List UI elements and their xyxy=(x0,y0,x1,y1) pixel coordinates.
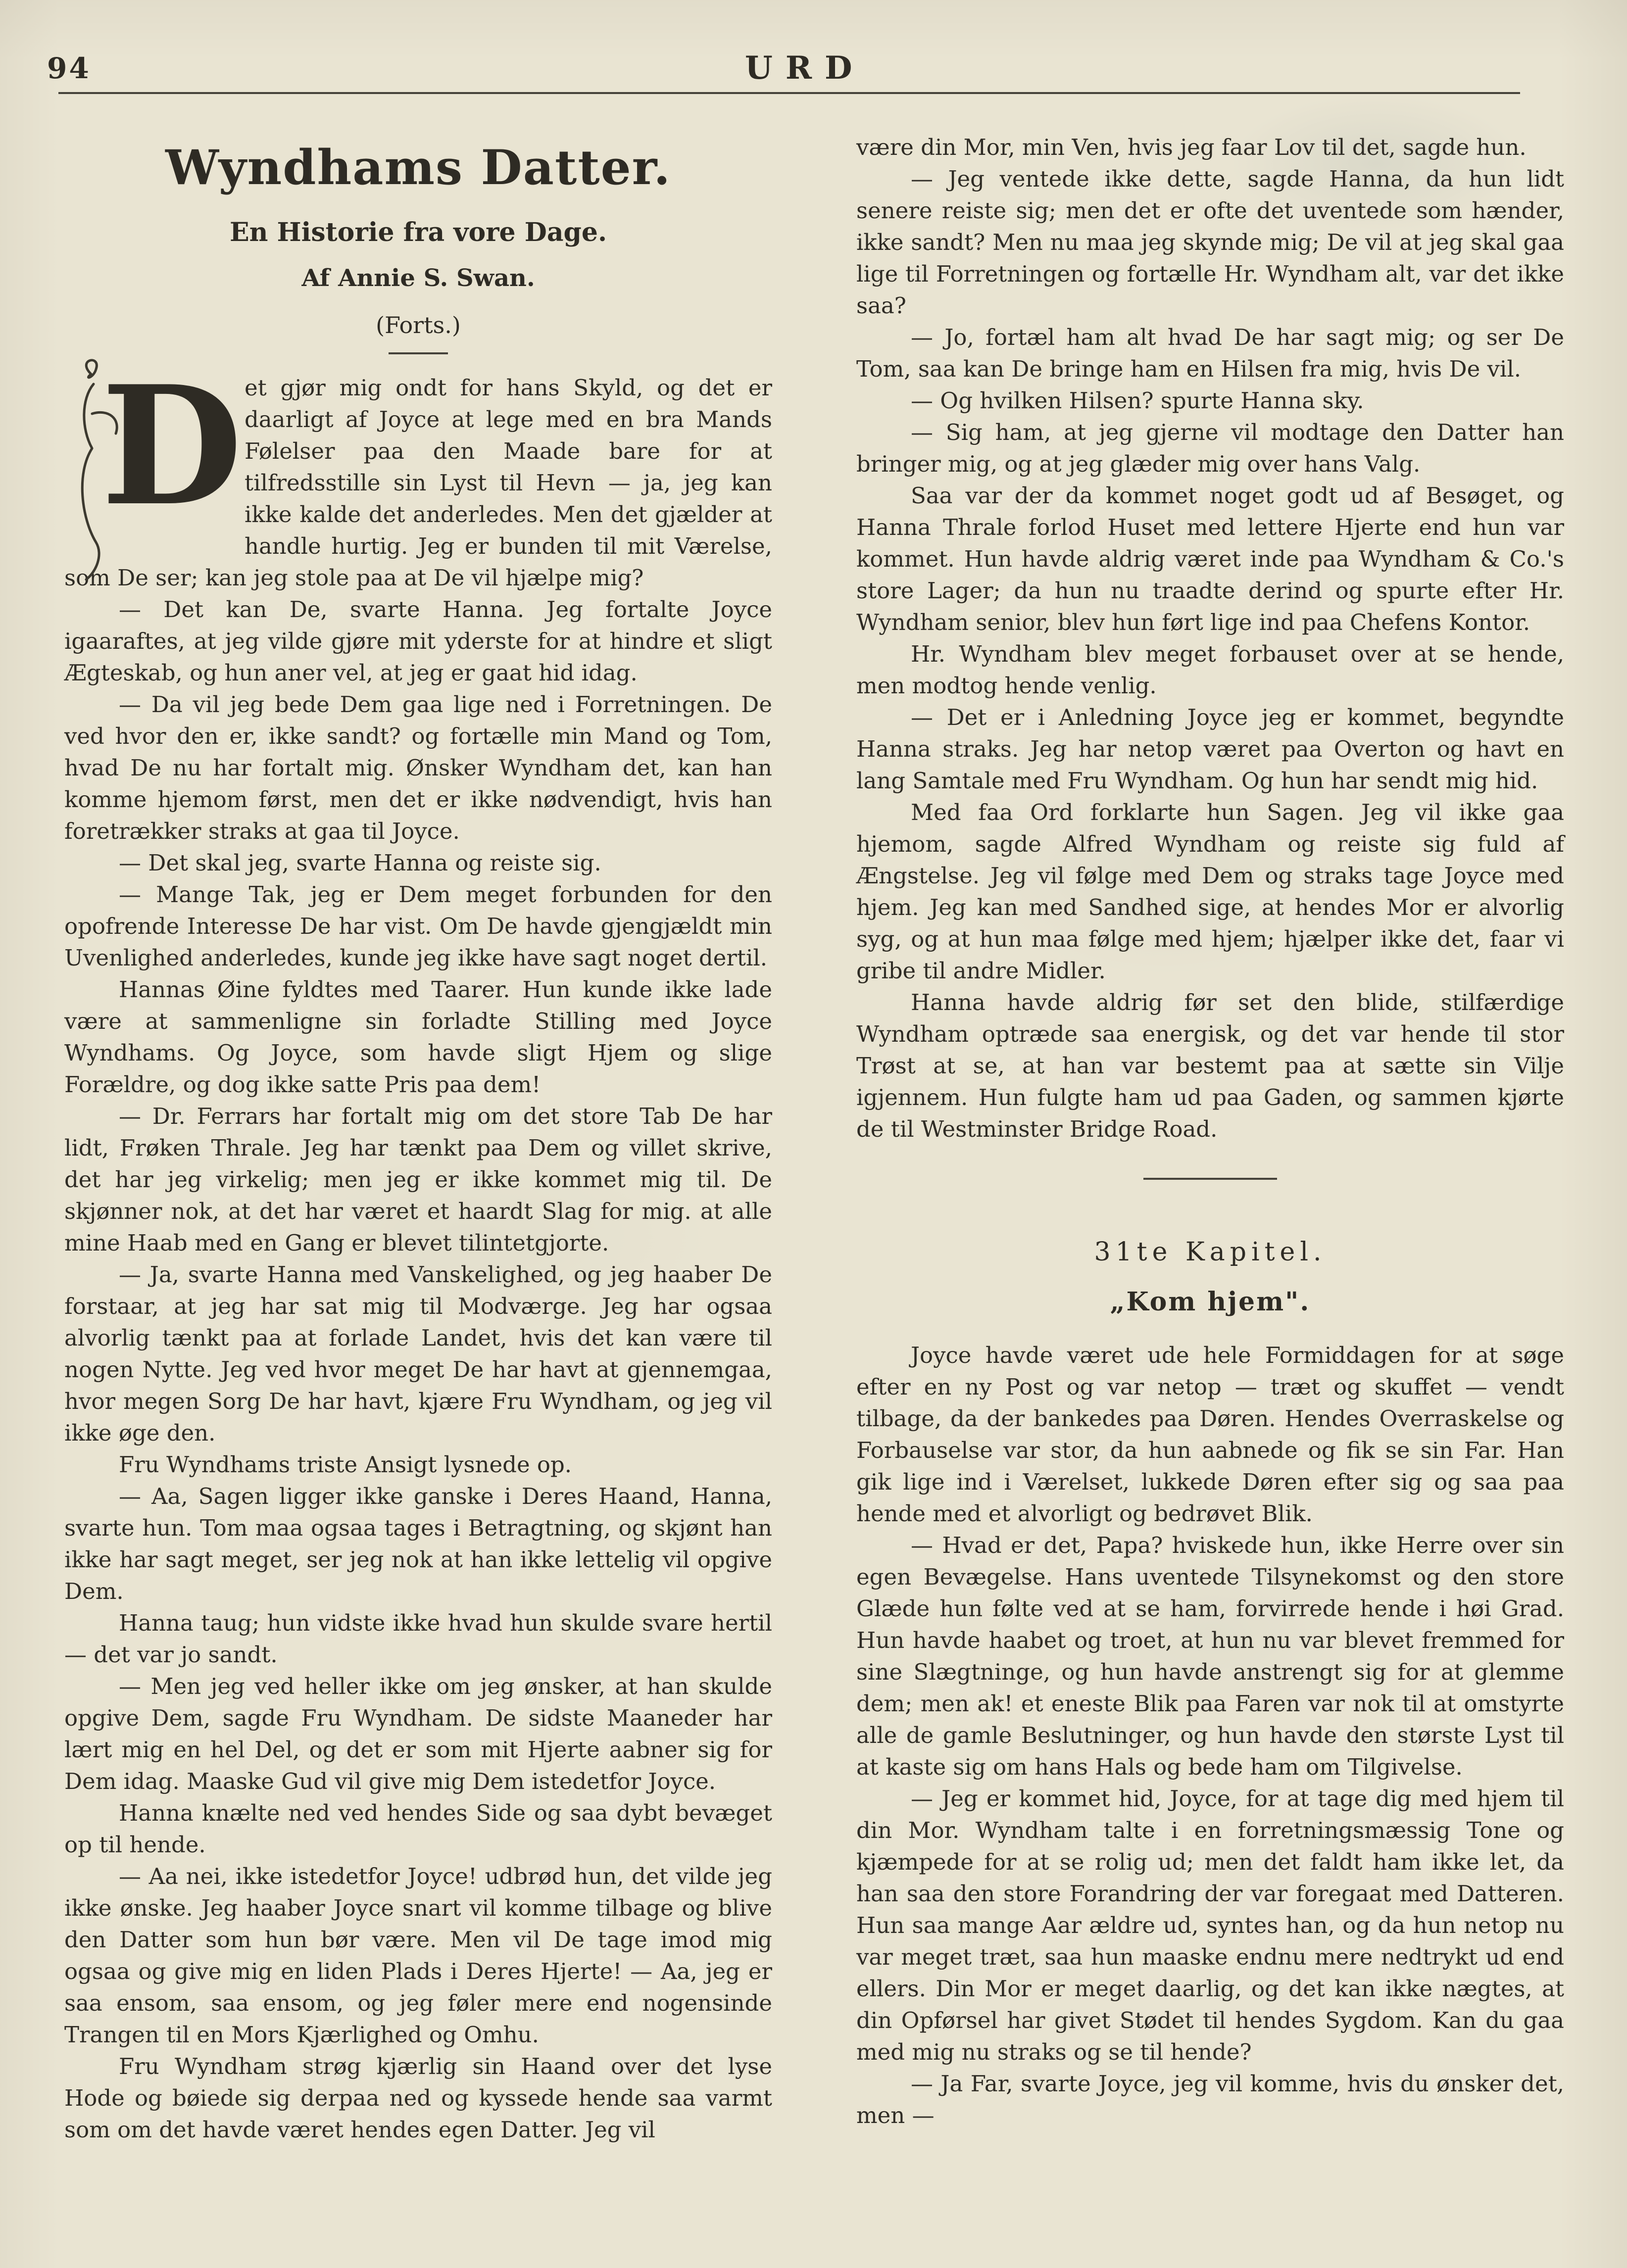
paragraph xyxy=(64,350,772,594)
masthead-title: URD xyxy=(745,49,865,87)
chapter-heading-block xyxy=(856,1178,1564,1317)
section-divider xyxy=(1143,1178,1277,1180)
article-title-block xyxy=(64,140,772,354)
header-rule xyxy=(58,92,1520,94)
chapter-heading: 31te Kapitel. xyxy=(1094,1237,1327,1267)
drop-cap-container xyxy=(64,350,243,542)
paragraph: — Jeg ventede ikke dette, sagde Hanna, da hun lidt senere reiste sig; men det er ofte det uventede som hænder, ikke sandt? Men nu maa jeg skynde mig; De vil at jeg skal gaa lige til Forretningen og fortælle Hr. Wyndham alt, var det ikke saa? xyxy=(856,166,1564,319)
article-subtitle: En Historie fra vore Dage. xyxy=(229,217,607,247)
paragraph: Hr. Wyndham blev meget forbauset over at se hende, men modtog hende venlig. xyxy=(856,641,1564,699)
paragraph: — Jeg er kommet hid, Joyce, for at tage dig med hjem til din Mor. Wyndham talte i en forretningsmæssig Tone og kjæmpede for at se rolig ud; men det faldt ham ikke let, da han saa den store Forandring der var foregaat med Datteren. Hun saa mange Aar ældre ud, syntes han, og da hun netop nu var meget træt, saa hun maaske endnu mere nedtrykt ud end ellers. Din Mor er meget daarlig, og det kan ikke nægtes, at din Opførsel har givet Stødet til hendes Sygdom. Kan du gaa med mig nu straks og se til hende? xyxy=(856,1785,1564,2065)
continuation-note: (Forts.) xyxy=(376,312,461,338)
paragraph: — Aa nei, ikke istedetfor Joyce! udbrød hun, det vilde jeg ikke ønske. Jeg haaber Joyce snart vil komme tilbage og blive den Datter som hun bør være. Men vil De tage imod mig ogsaa og give mig en liden Plads i Deres Hjerte! — Aa, jeg er saa ensom, saa ensom, og jeg føler mere end nogensinde Trangen til en Mors Kjærlighed og Omhu. xyxy=(64,1863,772,2048)
paragraph: Hanna taug; hun vidste ikke hvad hun skulde svare hertil — det var jo sandt. xyxy=(64,1610,772,1668)
paragraph: Fru Wyndhams triste Ansigt lysnede op. xyxy=(119,1451,572,1478)
paragraph: — Aa, Sagen ligger ikke ganske i Deres Haand, Hanna, svarte hun. Tom maa ogsaa tages i Betragtning, og skjønt han ikke har sagt meget, ser jeg nok at han ikke lettelig vil opgive Dem. xyxy=(64,1483,772,1604)
paragraph: — Jo, fortæl ham alt hvad De har sagt mig; og ser De Tom, saa kan De bringe ham en Hilsen fra mig, hvis De vil. xyxy=(856,324,1564,382)
paragraph: være din Mor, min Ven, hvis jeg faar Lov til det, sagde hun. xyxy=(856,134,1527,160)
paragraph: Hanna havde aldrig før set den blide, stilfærdige Wyndham optræde saa energisk, og det var hende til stor Trøst at se, at han var bestemt paa at sætte sin Vilje igjennem. Hun fulgte ham ud paa Gaden, og sammen kjørte de til Westminster Bridge Road. xyxy=(856,989,1564,1142)
paragraph: — Det er i Anledning Joyce jeg er kommet, begyndte Hanna straks. Jeg har netop været paa Overton og havt en lang Samtale med Fru Wyndham. Og hun har sendt mig hid. xyxy=(856,704,1564,794)
text-column-left xyxy=(64,132,772,2146)
paragraph: Hanna knælte ned ved hendes Side og saa dybt bevæget op til hende. xyxy=(64,1800,772,1858)
paragraph: — Hvad er det, Papa? hviskede hun, ikke Herre over sin egen Bevægelse. Hans uventede Tilsynekomst og den store Glæde hun følte ved at se ham, forvirrede hende i høi Grad. Hun havde haabet og troet, at hun nu var blevet fremmed for sine Slægtninge, og hun havde anstrengt sig for at glemme dem; men ak! et eneste Blik paa Faren var nok til at omstyrte alle de gamle Beslutninger, og hun havde den største Lyst til at kaste sig om hans Hals og bede ham om Tilgivelse. xyxy=(856,1532,1564,1780)
article-title: Wyndhams Datter. xyxy=(165,140,671,195)
chapter-subheading: „Kom hjem". xyxy=(1110,1287,1311,1317)
two-column-layout xyxy=(0,97,1627,2146)
paragraph: — Ja Far, svarte Joyce, jeg vil komme, hvis du ønsker det, men — xyxy=(856,2071,1564,2128)
paragraph: — Da vil jeg bede Dem gaa lige ned i Forretningen. De ved hvor den er, ikke sandt? og fortælle min Mand og Tom, hvad De nu har fortalt mig. Ønsker Wyndham det, kan han komme hjemom først, men det er ikke nødvendigt, hvis han foretrækker straks at gaa til Joyce. xyxy=(64,691,772,844)
paragraph: — Det skal jeg, svarte Hanna og reiste sig. xyxy=(119,850,601,876)
section-divider xyxy=(389,352,448,354)
paragraph: Hannas Øine fyldtes med Taarer. Hun kunde ikke lade være at sammenligne sin forladte Stilling med Joyce Wyndhams. Og Joyce, som havde sligt Hjem og slige Forældre, og dog ikke satte Pris paa dem! xyxy=(64,976,772,1098)
paragraph: — Men jeg ved heller ikke om jeg ønsker, at han skulde opgive Dem, sagde Fru Wyndham. De sidste Maaneder har lært mig en hel Del, og det er som mit Hjerte aabner sig for Dem idag. Maaske Gud vil give mig Dem istedetfor Joyce. xyxy=(64,1673,772,1794)
paragraph: — Det kan De, svarte Hanna. Jeg fortalte Joyce igaaraftes, at jeg vilde gjøre mit yderste for at hindre et sligt Ægteskab, og hun aner vel, at jeg er gaat hid idag. xyxy=(64,596,772,686)
paragraph: — Og hvilken Hilsen? spurte Hanna sky. xyxy=(911,387,1364,414)
paragraph: — Sig ham, at jeg gjerne vil modtage den Datter han bringer mig, og at jeg glæder mig over hans Valg. xyxy=(856,419,1564,477)
drop-cap-letter: D xyxy=(101,350,243,542)
paragraph: Saa var der da kommet noget godt ud af Besøget, og Hanna Thrale forlod Huset med lettere Hjerte end hun var kommet. Hun havde aldrig været inde paa Wyndham & Co.'s store Lager; da hun nu traadte derind og spurte efter Hr. Wyndham senior, blev hun ført lige ind paa Chefens Kontor. xyxy=(856,483,1564,635)
page-number: 94 xyxy=(47,51,91,85)
article-byline: Af Annie S. Swan. xyxy=(301,264,535,292)
paragraph: — Mange Tak, jeg er Dem meget forbunden for den opofrende Interesse De har vist. Om De havde gjengjældt min Uvenlighed anderledes, kunde jeg ikke have sagt noget dertil. xyxy=(64,881,772,971)
paragraph: Fru Wyndham strøg kjærlig sin Haand over det lyse Hode og bøiede sig derpaa ned og kyssede hende saa varmt som om det havde været hendes egen Datter. Jeg vil xyxy=(64,2053,772,2143)
paragraph: — Dr. Ferrars har fortalt mig om det store Tab De har lidt, Frøken Thrale. Jeg har tænkt paa Dem og villet skrive, det har jeg virkelig; men jeg er ikke kommet mig til. De skjønner nok, at det har været et haardt Slag for mig. at alle mine Haab med en Gang er blevet tilintetgjorte. xyxy=(64,1103,772,1256)
page-header xyxy=(0,0,1627,97)
text-column-right xyxy=(856,132,1564,2146)
paragraph: — Ja, svarte Hanna med Vanskelighed, og jeg haaber De forstaar, at jeg har sat mig til Modværge. Jeg har ogsaa alvorlig tænkt paa at forlade Landet, hvis det kan være til nogen Nytte. Jeg ved hvor meget De har havt at gjennemgaa, hvor megen Sorg De har havt, kjære Fru Wyndham, og jeg vil ikke øge den. xyxy=(64,1261,772,1446)
paragraph-text: et gjør mig ondt for hans Skyld, og det er daarligt af Joyce at lege med en bra Mands Følelser paa den Maade bare for at tilfredsstille sin Lyst til Hevn — ja, jeg kan ikke kalde det anderledes. Men det gjælder at handle hurtig. Jeg er bunden til mit Værelse, som De ser; kan jeg stole paa at De vil hjælpe mig? xyxy=(64,375,772,591)
paragraph: Med faa Ord forklarte hun Sagen. Jeg vil ikke gaa hjemom, sagde Alfred Wyndham og reiste sig fuld af Ængstelse. Jeg vil følge med Dem og straks tage Joyce med hjem. Jeg kan med Sandhed sige, at hendes Mor er alvorlig syg, og at hun maa følge med hjem; hjælper ikke det, faar vi gribe til andre Midler. xyxy=(856,799,1564,984)
paragraph: Joyce havde været ude hele Formiddagen for at søge efter en ny Post og var netop — træt og skuffet — vendt tilbage, da der bankedes paa Døren. Hendes Overraskelse og Forbauselse var stor, da hun aabnede og fik se sin Far. Han gik lige ind i Værelset, lukkede Døren efter sig og saa paa hende med et alvorligt og bedrøvet Blik. xyxy=(856,1342,1564,1527)
